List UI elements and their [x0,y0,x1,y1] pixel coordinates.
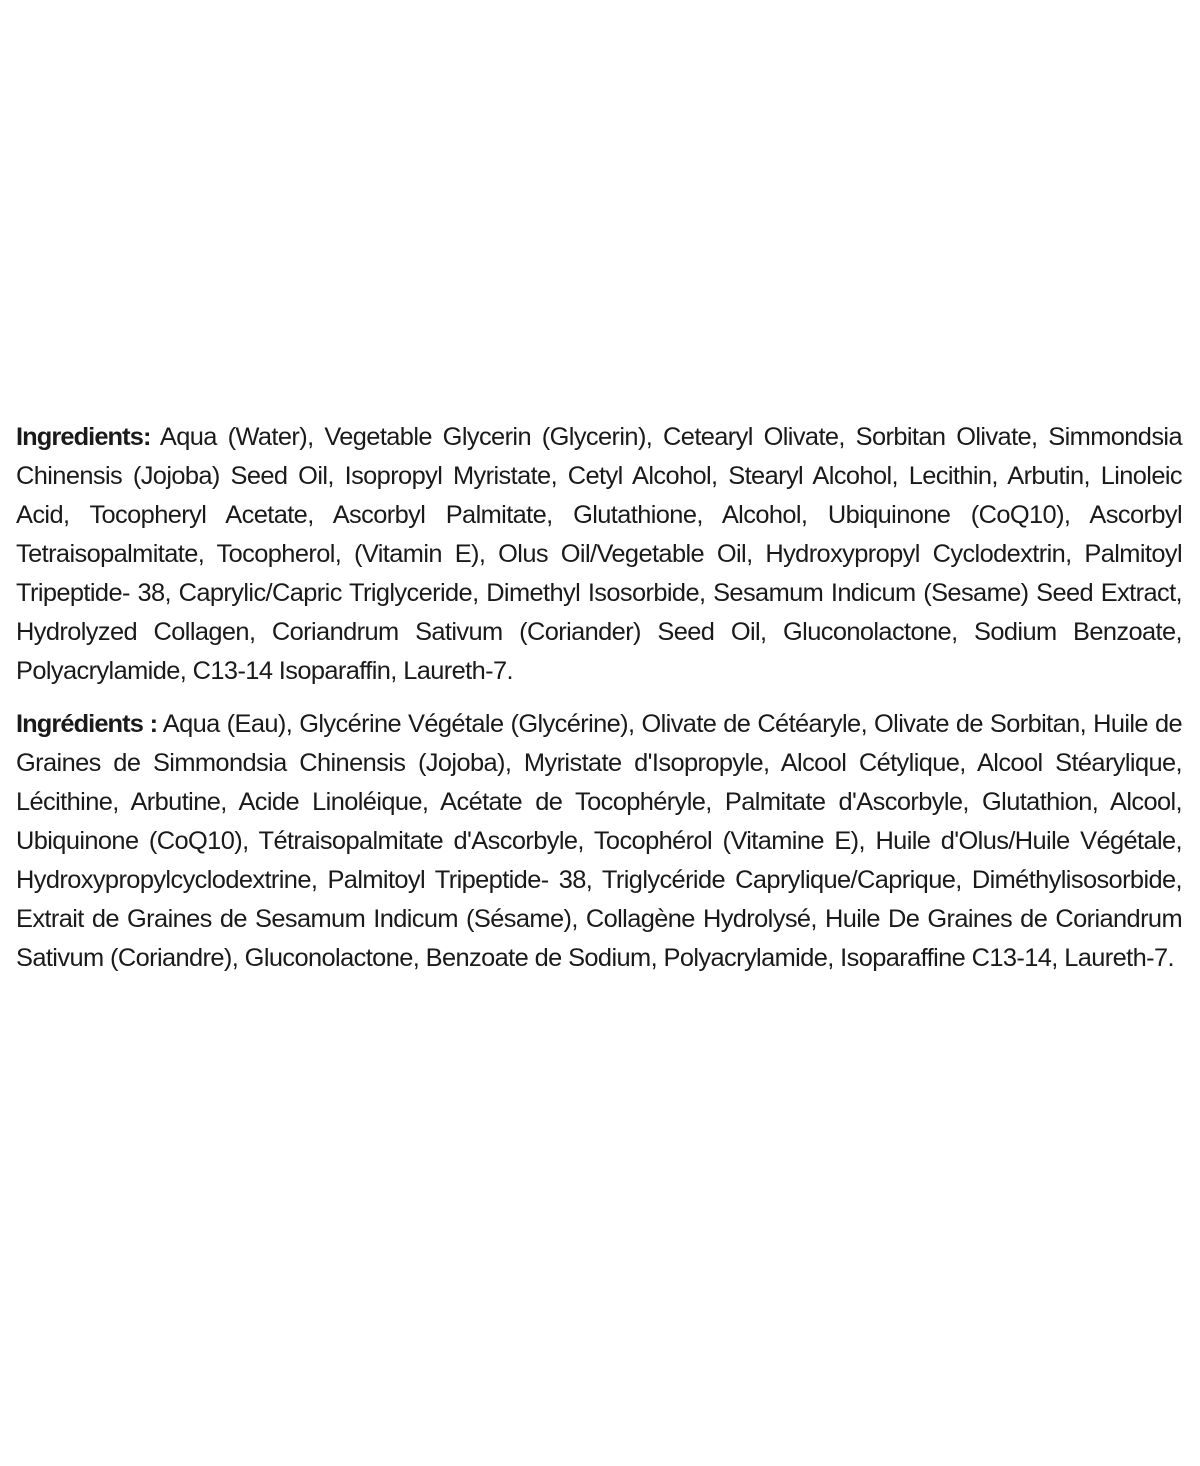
ingredient-label [16,418,1182,978]
french-ingredients-list: Aqua (Eau), Glycérine Végétale (Glycérine), Olivate de Cétéaryle, Olivate de Sorbitan, Huile de Graines de Simmondsia Chinensis (Jojoba), Myristate d'Isopropyle, Alcool Cétylique, Alcool Stéarylique, Lécithine, Arbutine, Acide Linoléique, Acétate de Tocophéryle, Palmitate d'Ascorbyle, Glutathion, Alcool, Ubiquinone (CoQ10), Tétraisopalmitate d'Ascorbyle, Tocophérol (Vitamine E), Huile d'Olus/Huile Végétale, Hydroxypropylcyclodextrine, Palmitoyl Tripeptide- 38, Triglycéride Caprylique/Caprique, Diméthylisosorbide, Extrait de Graines de Sesamum Indicum (Sésame), Collagène Hydrolysé, Huile De Graines de Coriandrum Sativum (Coriandre), Gluconolactone, Benzoate de Sodium, Polyacrylamide, Isoparaffine C13-14, Laureth-7. [16,710,1182,972]
french-ingredients-paragraph [16,705,1182,978]
english-ingredients-paragraph [16,418,1182,691]
french-ingredients-heading: Ingrédients : [16,710,158,738]
english-ingredients-heading: Ingredients: [16,423,151,451]
english-ingredients-list: Aqua (Water), Vegetable Glycerin (Glycerin), Cetearyl Olivate, Sorbitan Olivate, Simmondsia Chinensis (Jojoba) Seed Oil, Isopropyl Myristate, Cetyl Alcohol, Stearyl Alcohol, Lecithin, Arbutin, Linoleic Acid, Tocopheryl Acetate, Ascorbyl Palmitate, Glutathione, Alcohol, Ubiquinone (CoQ10), Ascorbyl Tetraisopalmitate, Tocopherol, (Vitamin E), Olus Oil/Vegetable Oil, Hydroxypropyl Cyclodextrin, Palmitoyl Tripeptide- 38, Caprylic/Capric Triglyceride, Dimethyl Isosorbide, Sesamum Indicum (Sesame) Seed Extract, Hydrolyzed Collagen, Coriandrum Sativum (Coriander) Seed Oil, Gluconolactone, Sodium Benzoate, Polyacrylamide, C13-14 Isoparaffin, Laureth-7. [16,423,1182,685]
